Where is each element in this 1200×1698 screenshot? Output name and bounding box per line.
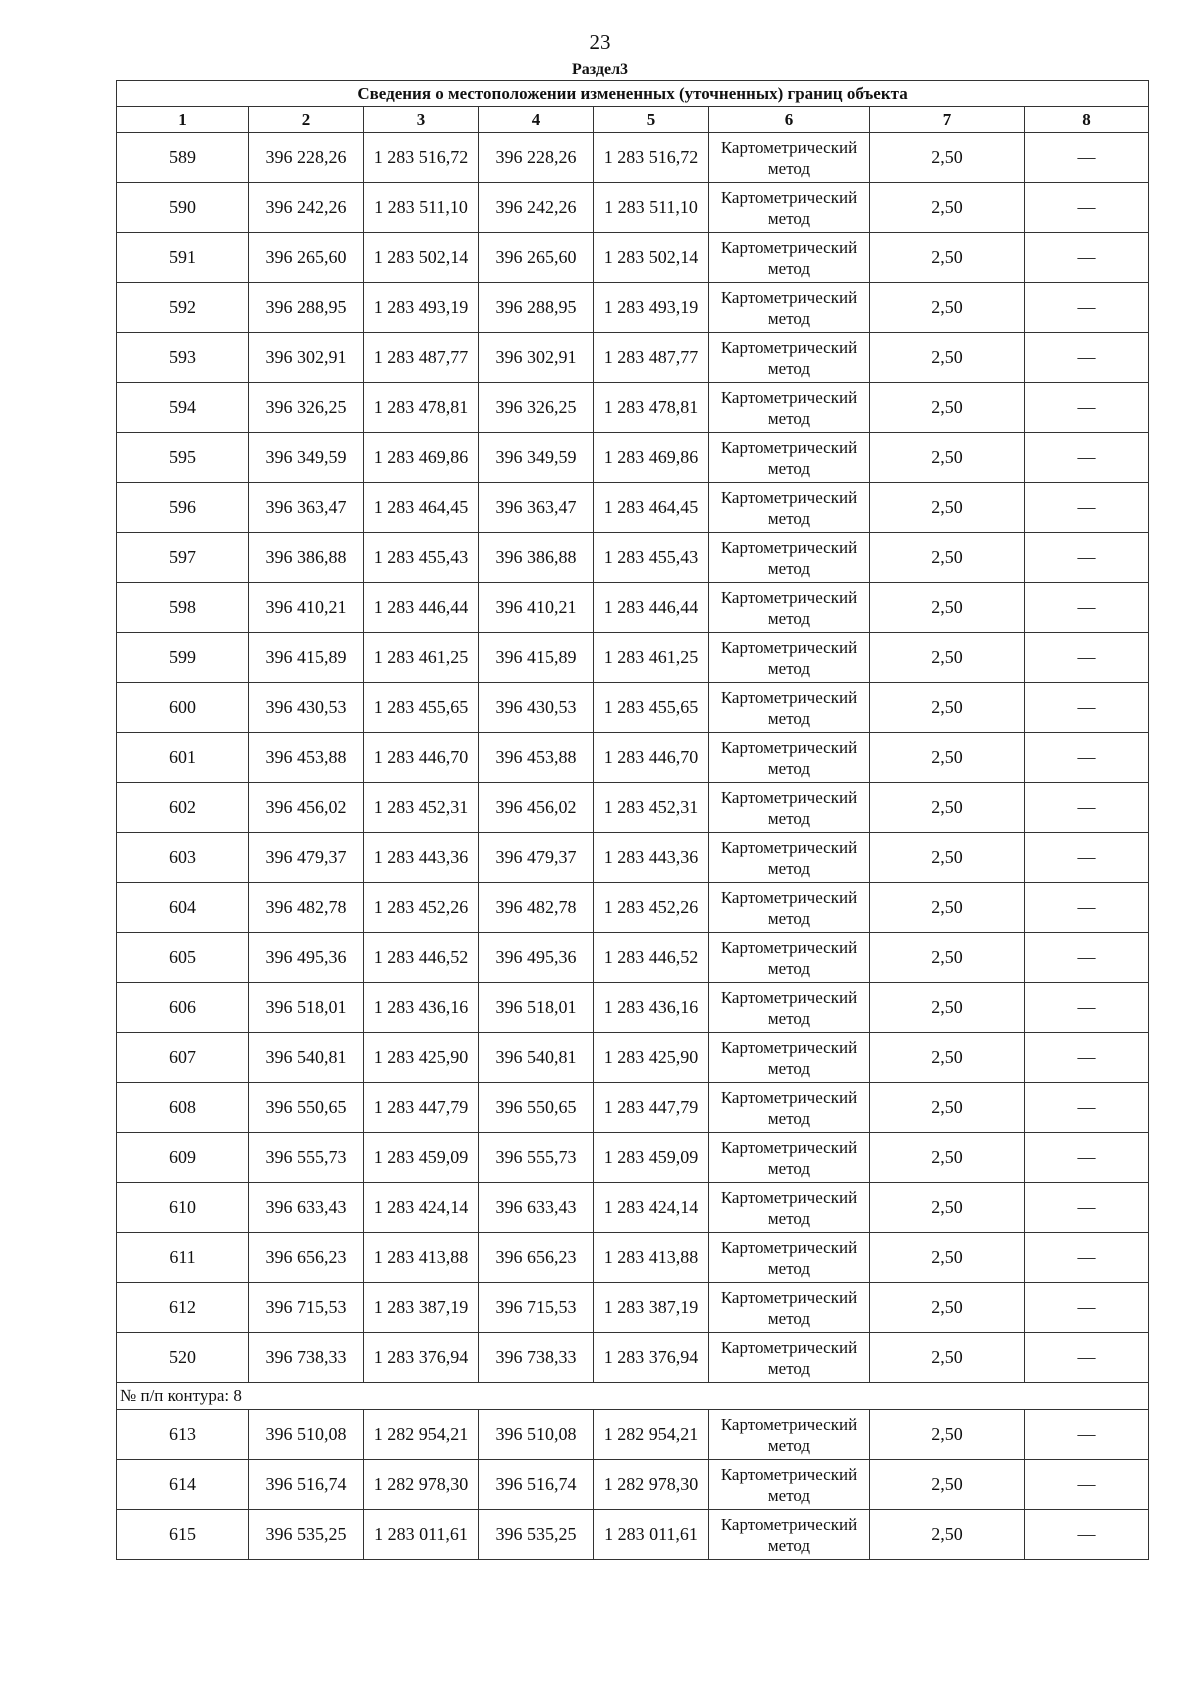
empty-dash: — <box>1025 733 1149 783</box>
empty-dash: — <box>1025 183 1149 233</box>
coord-x-old: 396 479,37 <box>249 833 364 883</box>
boundary-table <box>116 80 1149 1560</box>
coord-x-old: 396 302,91 <box>249 333 364 383</box>
coord-x-old: 396 415,89 <box>249 633 364 683</box>
point-number: 520 <box>117 1333 249 1383</box>
coord-y-old: 1 283 452,26 <box>364 883 479 933</box>
table-row <box>117 583 1149 633</box>
coord-x-new: 396 228,26 <box>479 133 594 183</box>
point-number: 591 <box>117 233 249 283</box>
empty-dash: — <box>1025 1033 1149 1083</box>
table-row <box>117 1233 1149 1283</box>
point-number: 608 <box>117 1083 249 1133</box>
coord-y-old: 1 283 446,70 <box>364 733 479 783</box>
column-number: 2 <box>249 107 364 133</box>
empty-dash: — <box>1025 483 1149 533</box>
coord-y-old: 1 283 461,25 <box>364 633 479 683</box>
coord-y-new: 1 283 516,72 <box>594 133 709 183</box>
coord-x-new: 396 242,26 <box>479 183 594 233</box>
empty-dash: — <box>1025 233 1149 283</box>
coord-x-new: 396 326,25 <box>479 383 594 433</box>
accuracy-value: 2,50 <box>870 483 1025 533</box>
coord-y-new: 1 283 452,26 <box>594 883 709 933</box>
table-row <box>117 1183 1149 1233</box>
table-row <box>117 483 1149 533</box>
column-number: 3 <box>364 107 479 133</box>
point-number: 605 <box>117 933 249 983</box>
empty-dash: — <box>1025 133 1149 183</box>
coord-x-old: 396 265,60 <box>249 233 364 283</box>
point-number: 589 <box>117 133 249 183</box>
coord-x-old: 396 715,53 <box>249 1283 364 1333</box>
accuracy-value: 2,50 <box>870 1033 1025 1083</box>
table-row <box>117 283 1149 333</box>
method-cell: Картометрический метод <box>709 1283 870 1333</box>
empty-dash: — <box>1025 533 1149 583</box>
coord-x-new: 396 510,08 <box>479 1410 594 1460</box>
coord-x-old: 396 540,81 <box>249 1033 364 1083</box>
point-number: 599 <box>117 633 249 683</box>
method-cell: Картометрический метод <box>709 1133 870 1183</box>
coord-y-old: 1 283 425,90 <box>364 1033 479 1083</box>
table-row <box>117 633 1149 683</box>
coord-y-old: 1 282 978,30 <box>364 1460 479 1510</box>
coord-y-new: 1 283 461,25 <box>594 633 709 683</box>
coord-x-new: 396 516,74 <box>479 1460 594 1510</box>
coord-x-old: 396 495,36 <box>249 933 364 983</box>
coord-x-new: 396 302,91 <box>479 333 594 383</box>
coord-x-old: 396 633,43 <box>249 1183 364 1233</box>
table-row <box>117 1333 1149 1383</box>
empty-dash: — <box>1025 1083 1149 1133</box>
method-cell: Картометрический метод <box>709 1460 870 1510</box>
coord-x-new: 396 386,88 <box>479 533 594 583</box>
coord-x-new: 396 518,01 <box>479 983 594 1033</box>
coord-x-old: 396 363,47 <box>249 483 364 533</box>
coord-x-new: 396 555,73 <box>479 1133 594 1183</box>
coord-y-new: 1 283 511,10 <box>594 183 709 233</box>
coord-y-old: 1 283 464,45 <box>364 483 479 533</box>
column-number: 8 <box>1025 107 1149 133</box>
empty-dash: — <box>1025 683 1149 733</box>
method-cell: Картометрический метод <box>709 533 870 583</box>
accuracy-value: 2,50 <box>870 833 1025 883</box>
coord-y-new: 1 283 493,19 <box>594 283 709 333</box>
accuracy-value: 2,50 <box>870 1410 1025 1460</box>
coord-x-old: 396 656,23 <box>249 1233 364 1283</box>
accuracy-value: 2,50 <box>870 733 1025 783</box>
empty-dash: — <box>1025 1510 1149 1560</box>
coord-x-new: 396 456,02 <box>479 783 594 833</box>
method-cell: Картометрический метод <box>709 433 870 483</box>
column-number-row <box>117 107 1149 133</box>
table-row <box>117 1410 1149 1460</box>
coord-y-new: 1 283 452,31 <box>594 783 709 833</box>
point-number: 606 <box>117 983 249 1033</box>
table-row <box>117 1083 1149 1133</box>
coord-x-old: 396 430,53 <box>249 683 364 733</box>
coord-y-old: 1 283 413,88 <box>364 1233 479 1283</box>
coord-y-old: 1 283 455,43 <box>364 533 479 583</box>
coord-x-new: 396 715,53 <box>479 1283 594 1333</box>
method-cell: Картометрический метод <box>709 783 870 833</box>
empty-dash: — <box>1025 1283 1149 1333</box>
coord-y-new: 1 283 455,43 <box>594 533 709 583</box>
coord-x-old: 396 482,78 <box>249 883 364 933</box>
table-row <box>117 133 1149 183</box>
table-row <box>117 983 1149 1033</box>
method-cell: Картометрический метод <box>709 933 870 983</box>
empty-dash: — <box>1025 583 1149 633</box>
coord-x-new: 396 410,21 <box>479 583 594 633</box>
empty-dash: — <box>1025 383 1149 433</box>
coord-x-old: 396 456,02 <box>249 783 364 833</box>
coord-y-old: 1 282 954,21 <box>364 1410 479 1460</box>
accuracy-value: 2,50 <box>870 883 1025 933</box>
coord-y-new: 1 283 436,16 <box>594 983 709 1033</box>
coord-x-old: 396 326,25 <box>249 383 364 433</box>
coord-y-old: 1 283 376,94 <box>364 1333 479 1383</box>
table-row <box>117 833 1149 883</box>
accuracy-value: 2,50 <box>870 433 1025 483</box>
coord-y-new: 1 283 425,90 <box>594 1033 709 1083</box>
coord-x-new: 396 479,37 <box>479 833 594 883</box>
coord-x-old: 396 288,95 <box>249 283 364 333</box>
coord-y-old: 1 283 516,72 <box>364 133 479 183</box>
coord-x-new: 396 550,65 <box>479 1083 594 1133</box>
table-row <box>117 1283 1149 1333</box>
coord-y-old: 1 283 455,65 <box>364 683 479 733</box>
coord-x-new: 396 430,53 <box>479 683 594 733</box>
empty-dash: — <box>1025 1233 1149 1283</box>
coord-y-new: 1 283 376,94 <box>594 1333 709 1383</box>
method-cell: Картометрический метод <box>709 283 870 333</box>
contour-label-row <box>117 1383 1149 1410</box>
coord-x-old: 396 349,59 <box>249 433 364 483</box>
table-row <box>117 683 1149 733</box>
empty-dash: — <box>1025 1133 1149 1183</box>
coord-y-old: 1 283 502,14 <box>364 233 479 283</box>
method-cell: Картометрический метод <box>709 1333 870 1383</box>
point-number: 603 <box>117 833 249 883</box>
table-row <box>117 1510 1149 1560</box>
coord-x-old: 396 410,21 <box>249 583 364 633</box>
coord-y-old: 1 283 443,36 <box>364 833 479 883</box>
method-cell: Картометрический метод <box>709 333 870 383</box>
table-row <box>117 883 1149 933</box>
accuracy-value: 2,50 <box>870 983 1025 1033</box>
coord-x-new: 396 535,25 <box>479 1510 594 1560</box>
table-row <box>117 733 1149 783</box>
coord-y-old: 1 283 436,16 <box>364 983 479 1033</box>
coord-x-old: 396 535,25 <box>249 1510 364 1560</box>
coord-x-new: 396 540,81 <box>479 1033 594 1083</box>
table-row <box>117 383 1149 433</box>
point-number: 596 <box>117 483 249 533</box>
coord-x-new: 396 495,36 <box>479 933 594 983</box>
table-row <box>117 433 1149 483</box>
table-row <box>117 1033 1149 1083</box>
point-number: 609 <box>117 1133 249 1183</box>
empty-dash: — <box>1025 433 1149 483</box>
method-cell: Картометрический метод <box>709 733 870 783</box>
point-number: 598 <box>117 583 249 633</box>
method-cell: Картометрический метод <box>709 1410 870 1460</box>
accuracy-value: 2,50 <box>870 1083 1025 1133</box>
method-cell: Картометрический метод <box>709 1233 870 1283</box>
coord-y-new: 1 282 978,30 <box>594 1460 709 1510</box>
coord-x-new: 396 363,47 <box>479 483 594 533</box>
table-row <box>117 783 1149 833</box>
accuracy-value: 2,50 <box>870 533 1025 583</box>
point-number: 590 <box>117 183 249 233</box>
method-cell: Картометрический метод <box>709 1183 870 1233</box>
point-number: 610 <box>117 1183 249 1233</box>
accuracy-value: 2,50 <box>870 583 1025 633</box>
point-number: 600 <box>117 683 249 733</box>
accuracy-value: 2,50 <box>870 383 1025 433</box>
coord-y-old: 1 283 478,81 <box>364 383 479 433</box>
coord-y-old: 1 283 487,77 <box>364 333 479 383</box>
coord-y-new: 1 283 446,70 <box>594 733 709 783</box>
coord-y-new: 1 283 413,88 <box>594 1233 709 1283</box>
accuracy-value: 2,50 <box>870 783 1025 833</box>
column-number: 1 <box>117 107 249 133</box>
column-number: 6 <box>709 107 870 133</box>
empty-dash: — <box>1025 633 1149 683</box>
column-number: 7 <box>870 107 1025 133</box>
column-number: 5 <box>594 107 709 133</box>
accuracy-value: 2,50 <box>870 1183 1025 1233</box>
coord-y-new: 1 283 502,14 <box>594 233 709 283</box>
coord-y-old: 1 283 446,52 <box>364 933 479 983</box>
coord-x-old: 396 510,08 <box>249 1410 364 1460</box>
point-number: 594 <box>117 383 249 433</box>
table-row <box>117 333 1149 383</box>
coord-x-old: 396 518,01 <box>249 983 364 1033</box>
accuracy-value: 2,50 <box>870 1283 1025 1333</box>
point-number: 612 <box>117 1283 249 1333</box>
empty-dash: — <box>1025 983 1149 1033</box>
point-number: 604 <box>117 883 249 933</box>
table-row <box>117 183 1149 233</box>
table-row <box>117 533 1149 583</box>
point-number: 602 <box>117 783 249 833</box>
empty-dash: — <box>1025 1333 1149 1383</box>
point-number: 614 <box>117 1460 249 1510</box>
point-number: 597 <box>117 533 249 583</box>
table-row <box>117 233 1149 283</box>
coord-x-old: 396 228,26 <box>249 133 364 183</box>
table-caption: Сведения о местоположении измененных (уточненных) границ объекта <box>117 81 1149 107</box>
point-number: 601 <box>117 733 249 783</box>
coord-y-new: 1 283 446,44 <box>594 583 709 633</box>
empty-dash: — <box>1025 1183 1149 1233</box>
coord-y-old: 1 283 459,09 <box>364 1133 479 1183</box>
coord-x-old: 396 516,74 <box>249 1460 364 1510</box>
coord-x-new: 396 738,33 <box>479 1333 594 1383</box>
point-number: 611 <box>117 1233 249 1283</box>
coord-y-new: 1 283 455,65 <box>594 683 709 733</box>
coord-y-old: 1 283 011,61 <box>364 1510 479 1560</box>
accuracy-value: 2,50 <box>870 1460 1025 1510</box>
accuracy-value: 2,50 <box>870 683 1025 733</box>
coord-y-new: 1 283 464,45 <box>594 483 709 533</box>
coord-x-old: 396 453,88 <box>249 733 364 783</box>
point-number: 593 <box>117 333 249 383</box>
table-row <box>117 1133 1149 1183</box>
coord-y-old: 1 283 387,19 <box>364 1283 479 1333</box>
column-number: 4 <box>479 107 594 133</box>
accuracy-value: 2,50 <box>870 633 1025 683</box>
coord-x-old: 396 550,65 <box>249 1083 364 1133</box>
empty-dash: — <box>1025 333 1149 383</box>
coord-y-old: 1 283 511,10 <box>364 183 479 233</box>
method-cell: Картометрический метод <box>709 833 870 883</box>
method-cell: Картометрический метод <box>709 583 870 633</box>
point-number: 613 <box>117 1410 249 1460</box>
table-caption-row <box>117 81 1149 107</box>
coord-x-new: 396 265,60 <box>479 233 594 283</box>
method-cell: Картометрический метод <box>709 483 870 533</box>
coord-x-old: 396 738,33 <box>249 1333 364 1383</box>
empty-dash: — <box>1025 1410 1149 1460</box>
point-number: 592 <box>117 283 249 333</box>
accuracy-value: 2,50 <box>870 333 1025 383</box>
accuracy-value: 2,50 <box>870 1233 1025 1283</box>
accuracy-value: 2,50 <box>870 1133 1025 1183</box>
coord-y-new: 1 283 469,86 <box>594 433 709 483</box>
coord-y-old: 1 283 493,19 <box>364 283 479 333</box>
empty-dash: — <box>1025 833 1149 883</box>
table-row <box>117 1460 1149 1510</box>
coord-x-old: 396 555,73 <box>249 1133 364 1183</box>
accuracy-value: 2,50 <box>870 1333 1025 1383</box>
contour-label: № п/п контура: 8 <box>117 1383 1149 1410</box>
coord-y-new: 1 283 424,14 <box>594 1183 709 1233</box>
coord-y-new: 1 283 446,52 <box>594 933 709 983</box>
method-cell: Картометрический метод <box>709 1083 870 1133</box>
coord-y-old: 1 283 447,79 <box>364 1083 479 1133</box>
accuracy-value: 2,50 <box>870 933 1025 983</box>
method-cell: Картометрический метод <box>709 633 870 683</box>
method-cell: Картометрический метод <box>709 1510 870 1560</box>
page-number: 23 <box>589 30 611 54</box>
method-cell: Картометрический метод <box>709 233 870 283</box>
coord-y-old: 1 283 446,44 <box>364 583 479 633</box>
empty-dash: — <box>1025 283 1149 333</box>
point-number: 595 <box>117 433 249 483</box>
method-cell: Картометрический метод <box>709 883 870 933</box>
accuracy-value: 2,50 <box>870 133 1025 183</box>
method-cell: Картометрический метод <box>709 983 870 1033</box>
coord-x-new: 396 349,59 <box>479 433 594 483</box>
coord-x-new: 396 288,95 <box>479 283 594 333</box>
coord-x-new: 396 656,23 <box>479 1233 594 1283</box>
point-number: 615 <box>117 1510 249 1560</box>
accuracy-value: 2,50 <box>870 1510 1025 1560</box>
coord-y-new: 1 283 443,36 <box>594 833 709 883</box>
point-number: 607 <box>117 1033 249 1083</box>
coord-x-new: 396 482,78 <box>479 883 594 933</box>
empty-dash: — <box>1025 1460 1149 1510</box>
coord-y-old: 1 283 424,14 <box>364 1183 479 1233</box>
method-cell: Картометрический метод <box>709 183 870 233</box>
coord-y-new: 1 283 478,81 <box>594 383 709 433</box>
empty-dash: — <box>1025 783 1149 833</box>
coord-y-new: 1 283 011,61 <box>594 1510 709 1560</box>
coord-x-old: 396 386,88 <box>249 533 364 583</box>
coord-y-old: 1 283 452,31 <box>364 783 479 833</box>
section-title: Раздел3 <box>571 61 629 78</box>
coord-y-new: 1 282 954,21 <box>594 1410 709 1460</box>
method-cell: Картометрический метод <box>709 683 870 733</box>
coord-x-new: 396 453,88 <box>479 733 594 783</box>
coord-y-new: 1 283 459,09 <box>594 1133 709 1183</box>
coord-y-new: 1 283 387,19 <box>594 1283 709 1333</box>
accuracy-value: 2,50 <box>870 283 1025 333</box>
method-cell: Картометрический метод <box>709 133 870 183</box>
coord-x-new: 396 415,89 <box>479 633 594 683</box>
coord-y-new: 1 283 487,77 <box>594 333 709 383</box>
table-row <box>117 933 1149 983</box>
table-body <box>117 133 1149 1560</box>
method-cell: Картометрический метод <box>709 1033 870 1083</box>
accuracy-value: 2,50 <box>870 233 1025 283</box>
coord-y-old: 1 283 469,86 <box>364 433 479 483</box>
accuracy-value: 2,50 <box>870 183 1025 233</box>
coord-y-new: 1 283 447,79 <box>594 1083 709 1133</box>
method-cell: Картометрический метод <box>709 383 870 433</box>
empty-dash: — <box>1025 883 1149 933</box>
empty-dash: — <box>1025 933 1149 983</box>
coord-x-new: 396 633,43 <box>479 1183 594 1233</box>
coord-x-old: 396 242,26 <box>249 183 364 233</box>
